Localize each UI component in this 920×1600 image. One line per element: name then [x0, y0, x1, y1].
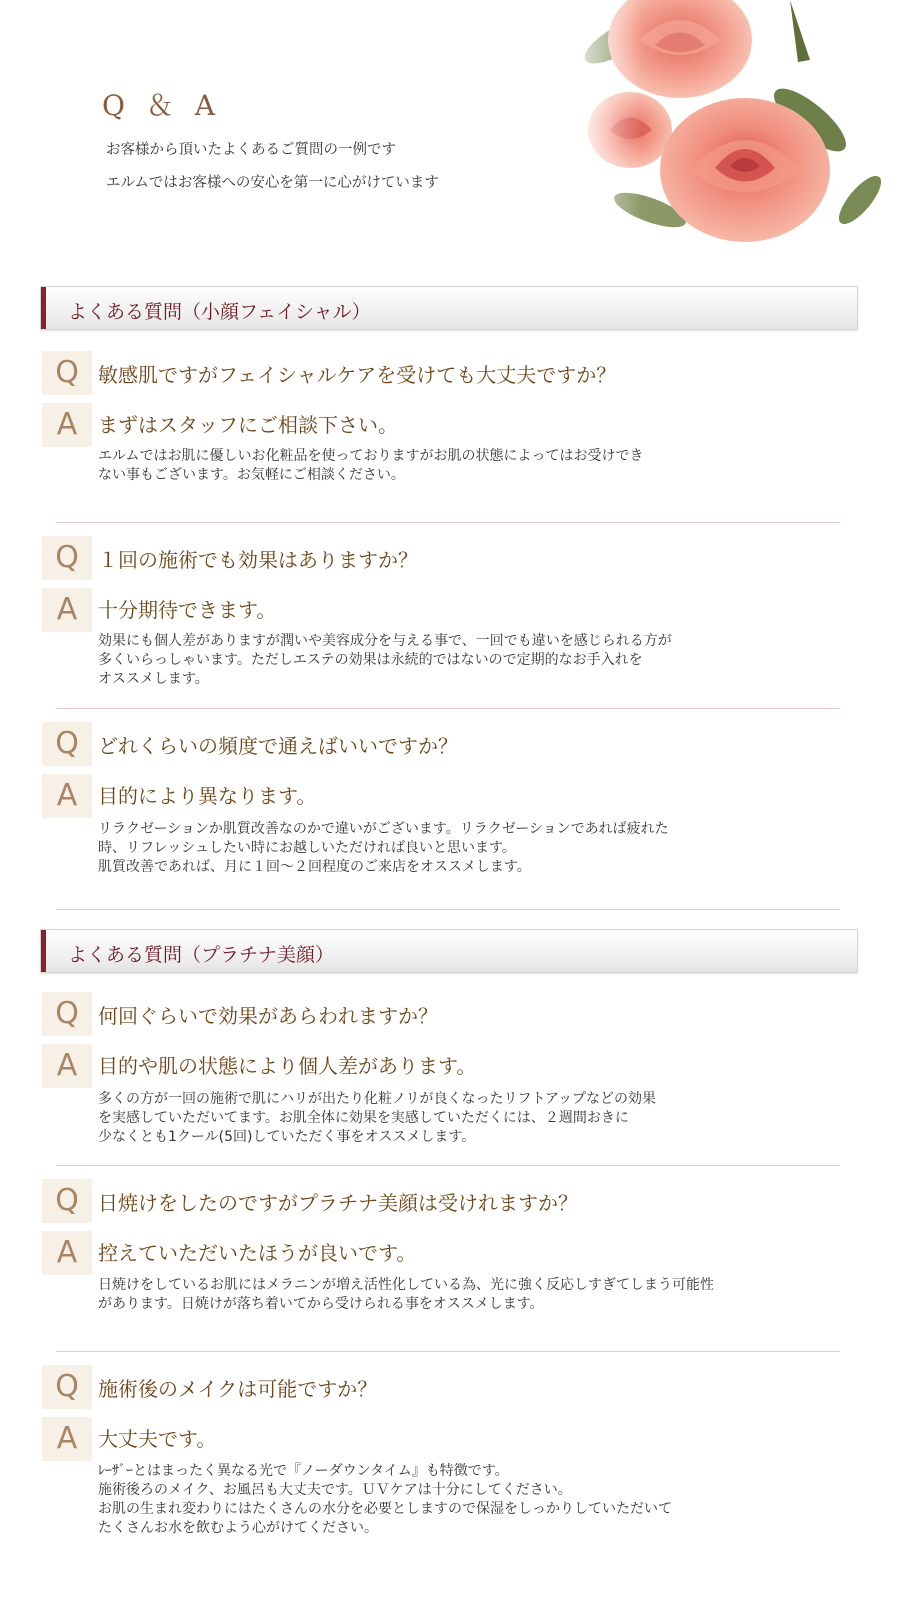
answer-mark-icon: A — [42, 403, 92, 447]
question-text: 日焼けをしたのですがプラチナ美顔は受けれますか？ — [98, 1191, 578, 1215]
answer-text: 目的や肌の状態により個人差があります。 — [98, 1054, 477, 1078]
answer-detail-line: お肌の生まれ変わりにはたくさんの水分を必要としますので保湿をしっかりしていただいて — [98, 1501, 672, 1517]
question-mark-icon: Q — [42, 992, 92, 1036]
answer-mark-icon: A — [42, 1417, 92, 1461]
divider — [56, 909, 840, 910]
question-text: １回の施術でも効果はありますか？ — [98, 548, 418, 572]
divider — [56, 1165, 840, 1166]
answer-detail-line: 多くの方が一回の施術で肌にハリが出たり化粧ノリが良くなったリフトアップなどの効果 — [98, 1091, 657, 1107]
answer-detail-line: 施術後ろのメイク、お風呂も大丈夫です。ＵＶケアは十分にしてください。 — [98, 1482, 572, 1498]
intro-line-2: エルムではお客様への安心を第一に心がけています — [106, 175, 439, 191]
answer-detail-line: 時、リフレッシュしたい時にお越しいただければ良いと思います。 — [98, 840, 516, 856]
question-mark-icon: Q — [42, 536, 92, 580]
question-mark-icon: Q — [42, 1179, 92, 1223]
question-mark-icon: Q — [42, 351, 92, 395]
intro-line-1: お客様から頂いたよくあるご質問の一例です — [106, 142, 396, 158]
answer-detail — [98, 632, 828, 689]
answer-mark-icon: A — [42, 1231, 92, 1275]
answer-detail-line: リラクゼーションか肌質改善なのかで違いがございます。リラクゼーションであれば疲れた — [98, 821, 669, 837]
answer-detail-line: 日焼けをしているお肌にはメラニンが増え活性化している為、光に強く反応しすぎてしまう可能性 — [98, 1277, 714, 1293]
answer-detail-line: を実感していただいてます。お肌全体に効果を実感していただくには、２週間おきに — [98, 1110, 629, 1126]
section-heading-platinum — [40, 929, 858, 973]
answer-text: まずはスタッフにご相談下さい。 — [98, 413, 398, 437]
section-accent — [41, 930, 46, 972]
answer-detail — [98, 820, 828, 877]
answer-detail-line: オススメします。 — [98, 671, 209, 687]
section-accent — [41, 287, 46, 329]
answer-detail-line: エルムではお肌に優しいお化粧品を使っておりますがお肌の状態によってはお受けでき — [98, 448, 644, 464]
answer-detail — [98, 1276, 828, 1314]
question-mark-icon: Q — [42, 722, 92, 766]
question-text: どれくらいの頻度で通えばいいですか？ — [98, 734, 458, 758]
answer-detail — [98, 1090, 828, 1147]
answer-detail — [98, 1462, 828, 1538]
roses-image — [560, 0, 890, 262]
answer-detail-line: 少なくとも1クール(5回)していただく事をオススメします。 — [98, 1129, 476, 1145]
question-text: 敏感肌ですがフェイシャルケアを受けても大丈夫ですか？ — [98, 363, 617, 387]
section-heading-facial — [40, 286, 858, 330]
answer-detail-line: があります。日焼けが落ち着いてから受けられる事をオススメします。 — [98, 1296, 544, 1312]
divider — [56, 708, 840, 709]
divider — [56, 522, 840, 523]
answer-mark-icon: A — [42, 588, 92, 632]
section-heading-label: よくある質問（小顔フェイシャル） — [68, 301, 371, 323]
answer-text: 十分期待できます。 — [98, 598, 277, 622]
question-text: 何回ぐらいで効果があらわれますか？ — [98, 1004, 438, 1028]
answer-text: 控えていただいたほうが良いです。 — [98, 1241, 417, 1265]
answer-text: 大丈夫です。 — [98, 1427, 217, 1451]
question-mark-icon: Q — [42, 1365, 92, 1409]
question-text: 施術後のメイクは可能ですか？ — [98, 1377, 378, 1401]
page-header — [0, 0, 920, 265]
answer-detail-line: 肌質改善であれば、月に１回～２回程度のご来店をオススメします。 — [98, 859, 531, 875]
answer-detail-line: 効果にも個人差がありますが潤いや美容成分を与える事で、一回でも違いを感じられる方が — [98, 633, 672, 649]
answer-text: 目的により異なります。 — [98, 784, 317, 808]
section-heading-label: よくある質問（プラチナ美顔） — [68, 944, 335, 966]
answer-mark-icon: A — [42, 774, 92, 818]
divider — [56, 1351, 840, 1352]
answer-detail-line: 多くいらっしゃいます。ただしエステの効果は永続的ではないので定期的なお手入れを — [98, 652, 643, 668]
answer-mark-icon: A — [42, 1044, 92, 1088]
answer-detail-line: ない事もございます。お気軽にご相談ください。 — [98, 467, 405, 483]
answer-detail-line: たくさんお水を飲むよう心がけてください。 — [98, 1520, 378, 1536]
answer-detail — [98, 447, 828, 485]
page-title: Q ＆ A — [102, 89, 221, 122]
answer-detail-line: ﾚｰｻﾞｰとはまったく異なる光で『ノーダウンタイム』も特徴です。 — [98, 1463, 509, 1479]
